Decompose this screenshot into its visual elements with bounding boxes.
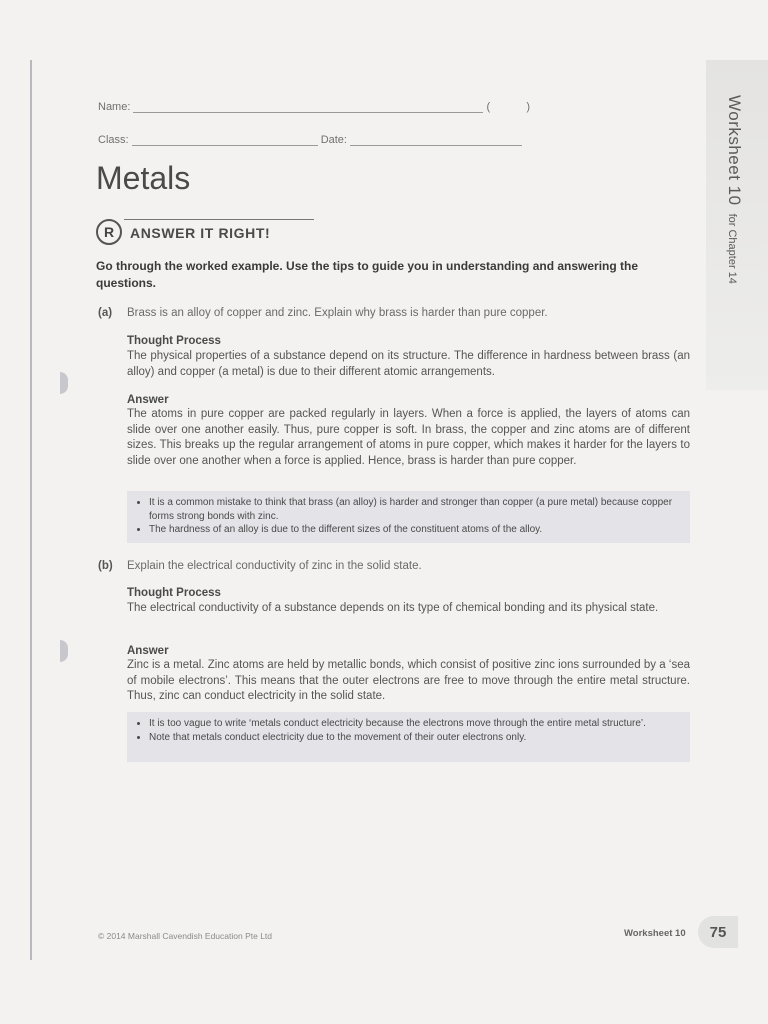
side-tab-chapter: for Chapter 14 <box>726 213 738 284</box>
question-b-text: Explain the electrical conductivity of zinc in the solid state. <box>127 560 422 572</box>
class-date-field <box>98 134 522 146</box>
date-line[interactable] <box>350 135 522 146</box>
question-a-answer-text: The atoms in pure copper are packed regularly in layers. When a force is applied, the layers of atoms can slide over one another easily. Thus, pure copper is soft. In brass, the copper and zinc atoms are of different sizes. This breaks up the regular arrangement of atoms in pure copper, which makes it harder for the layers to slide over one another when a force is applied. Hence, brass is harder than pure copper. <box>127 408 690 467</box>
binding-line <box>30 60 32 960</box>
question-b-label: (b) <box>98 560 113 572</box>
question-b-answer-heading: Answer <box>127 645 169 657</box>
tip-item: • It is too vague to write ‘metals conduct electricity because the electrons move through the entire metal structure’. <box>149 717 680 731</box>
answer-it-right-logo-icon: R <box>96 219 122 245</box>
punch-hole <box>60 372 68 394</box>
question-b-tip-box <box>127 712 690 762</box>
question-a-answer-heading: Answer <box>127 394 169 406</box>
answer-it-right-banner <box>96 219 316 249</box>
copyright: © 2014 Marshall Cavendish Education Pte Ltd <box>98 931 273 941</box>
name-label: Name: <box>98 101 131 113</box>
question-b-thought-heading: Thought Process <box>127 587 221 599</box>
punch-hole <box>60 640 68 662</box>
register-close: ) <box>526 101 530 113</box>
footer-worksheet-label: Worksheet 10 <box>624 928 686 939</box>
tip-item: • Note that metals conduct electricity due to the movement of their outer electrons only. <box>149 731 680 745</box>
question-a-thought-text: The physical properties of a substance depend on its structure. The difference in hardness between brass (an alloy) and copper (a metal) is due to their different atomic arrangements. <box>127 350 690 378</box>
question-a-thought-heading: Thought Process <box>127 335 221 347</box>
question-b-thought-text: The electrical conductivity of a substance depends on its type of chemical bonding and its physical state. <box>127 602 659 614</box>
name-line[interactable] <box>133 102 483 113</box>
date-label: Date: <box>320 134 347 146</box>
side-tab-worksheet: Worksheet 10 <box>725 95 744 206</box>
question-a-text: Brass is an alloy of copper and zinc. Explain why brass is harder than pure copper. <box>127 307 548 319</box>
page-title: Metals <box>96 160 191 196</box>
instructions: Go through the worked example. Use the tips to guide you in understanding and answering the questions. <box>96 259 639 290</box>
question-a-tip-box <box>127 491 690 543</box>
class-label: Class: <box>98 134 129 146</box>
banner-rule <box>124 219 314 220</box>
register-open: ( <box>486 101 491 113</box>
page-number: 75 <box>698 916 738 948</box>
class-line[interactable] <box>132 135 318 146</box>
banner-text: ANSWER IT RIGHT! <box>130 225 271 241</box>
question-b-answer-text: Zinc is a metal. Zinc atoms are held by metallic bonds, which consist of positive zinc ions surrounded by a ‘sea of mobile electrons’. This means that the outer electrons are free to move through the entire metal structure. Thus, zinc can conduct electricity in the solid state. <box>127 659 690 703</box>
tip-item: • It is a common mistake to think that brass (an alloy) is harder and stronger than copper (a pure metal) because copper forms strong bonds with zinc. <box>149 496 680 523</box>
tip-item: • The hardness of an alloy is due to the different sizes of the constituent atoms of the alloy. <box>149 523 680 537</box>
question-a-label: (a) <box>98 307 113 319</box>
side-tab-label <box>724 95 744 284</box>
name-field <box>98 101 530 113</box>
